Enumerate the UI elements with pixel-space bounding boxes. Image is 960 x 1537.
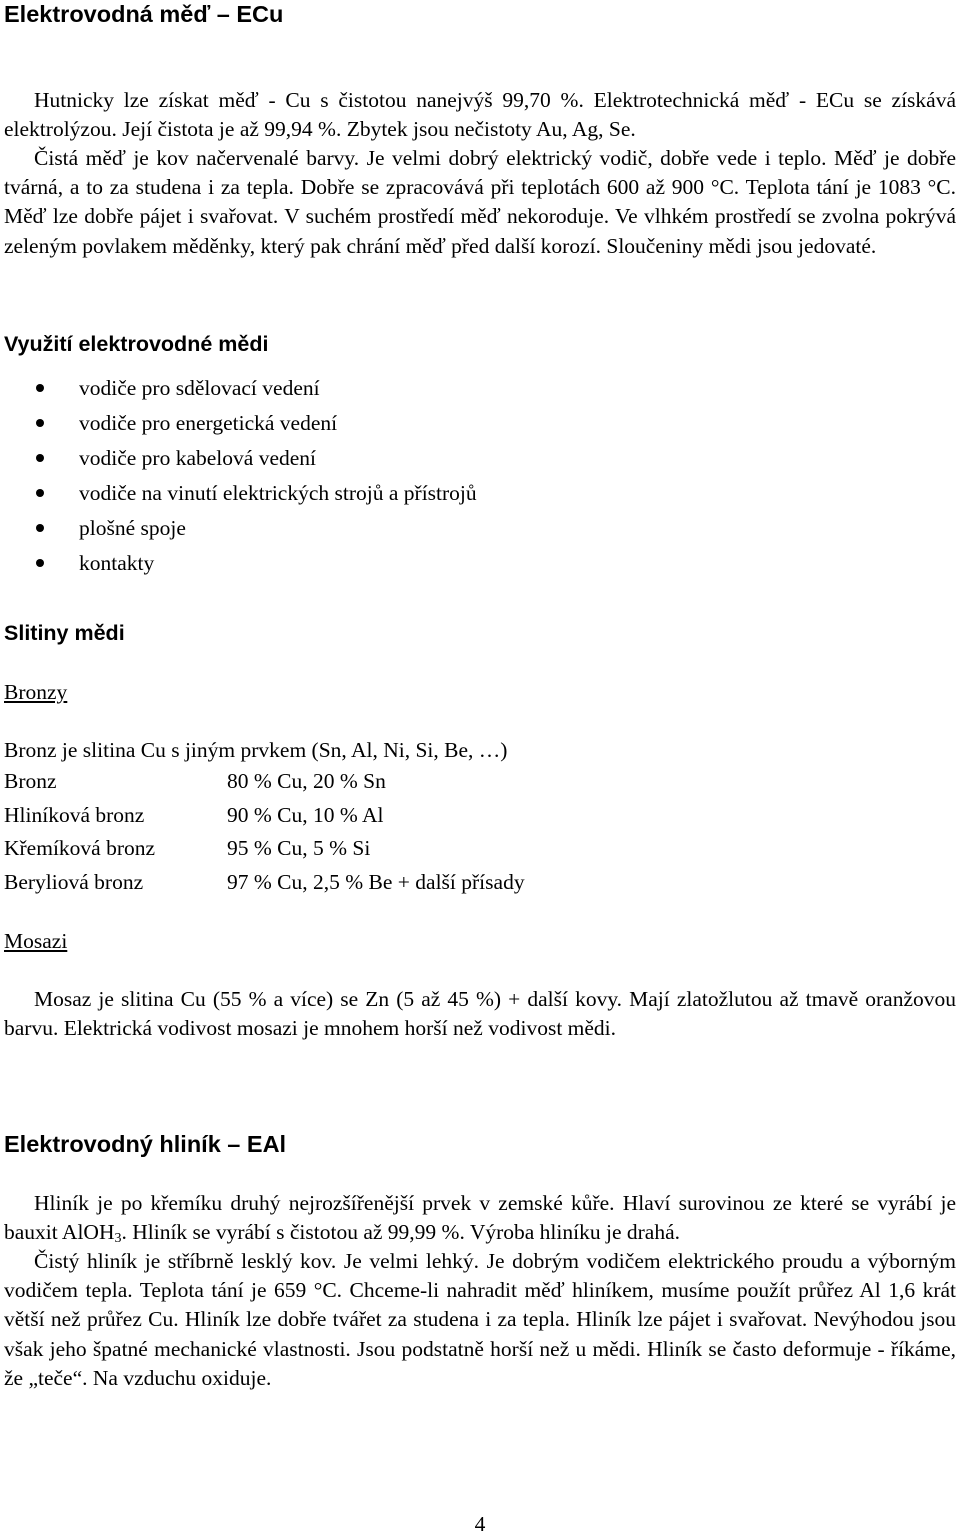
usage-list <box>36 373 477 583</box>
list-item <box>36 513 477 548</box>
alloy-composition: 80 % Cu, 20 % Sn <box>227 769 386 793</box>
list-item <box>36 408 477 443</box>
list-item-text: vodiče na vinutí elektrických strojů a přístrojů <box>79 481 477 505</box>
brass-heading: Mosazi <box>4 929 68 953</box>
table-row <box>4 801 525 835</box>
alloy-name: Bronz <box>4 769 57 793</box>
list-item-text: vodiče pro sdělovací vedení <box>79 376 320 400</box>
al-formula-subscript: 3 <box>114 1231 122 1247</box>
alloy-name: Beryliová bronz <box>4 869 144 894</box>
alloy-name: Křemíková bronz <box>4 836 156 860</box>
list-item <box>36 443 477 478</box>
cu-intro-paragraph <box>4 86 956 144</box>
list-item-text: vodiče pro energetická vedení <box>79 411 338 435</box>
alloy-name: Hliníková bronz <box>4 802 145 827</box>
al-intro-text-before: Hliník je po křemíku druhý nejrozšířenější prvek v zemské kůře. Hlaví surovinou ze které se vyrábí je bauxit AlOH <box>4 1191 956 1245</box>
alloy-composition: 95 % Cu, 5 % Si <box>227 836 371 860</box>
bullet-icon <box>36 384 44 392</box>
al-section-title: Elektrovodný hliník – EAl <box>4 1131 287 1157</box>
usage-heading: Využití elektrovodné mědi <box>4 332 269 356</box>
list-item <box>36 373 477 408</box>
alloy-composition: 90 % Cu, 10 % Al <box>227 802 384 827</box>
list-item-text: vodiče pro kabelová vedení <box>79 446 317 470</box>
list-item-text: plošné spoje <box>79 516 186 540</box>
al-properties-text: Čistý hliník je stříbrně lesklý kov. Je velmi lehký. Je dobrým vodičem elektrického proudu a výborným vodičem tepla. Teplota tání je 659 °C. Chceme-li nahradit měď hliníkem, musíme použít průřez Al 1,6 krát větší než průřez Cu. Hliník lze dobře tvářet za studena i za tepla. Hliník lze pájet i svařovat. Nevýhodou jsou však jeho špatné mechanické vlastnosti. Jsou podstatně horší než u mědi. Hliník se často deformuje - říkáme, že „teče“. Na vzduchu oxiduje. <box>4 1249 956 1390</box>
bullet-icon <box>36 419 44 427</box>
cu-properties-text: Čistá měď je kov načervenalé barvy. Je velmi dobrý elektrický vodič, dobře vede i teplo. Měď je dobře tvárná, a to za studena i za tepla. Dobře se zpracovává při teplotách 600 až 900 °C. Teplota tání je 1083 °C. Měď lze dobře pájet i svařovat. V suchém prostředí měď nekoroduje. Ve vlhkém prostředí se zvolna pokrývá zeleným povlakem měděnky, který pak chrání měď před další korozí. Sloučeniny mědi jsou jedovaté. <box>4 146 956 258</box>
list-item-text: kontakty <box>79 551 155 575</box>
page-number: 4 <box>474 1512 486 1536</box>
list-item <box>36 478 477 513</box>
table-row <box>4 868 525 902</box>
alloys-heading: Slitiny mědi <box>4 621 125 645</box>
bullet-icon <box>36 524 44 532</box>
bullet-icon <box>36 559 44 567</box>
bullet-icon <box>36 454 44 462</box>
brass-paragraph <box>4 985 956 1043</box>
cu-section-title: Elektrovodná měď – ECu <box>4 1 284 27</box>
table-row <box>4 834 525 868</box>
bronze-intro: Bronz je slitina Cu s jiným prvkem (Sn, Al, Ni, Si, Be, …) <box>4 738 508 762</box>
al-intro-paragraph <box>4 1189 956 1247</box>
table-row <box>4 767 525 801</box>
al-intro-text-after: . Hliník se vyrábí s čistotou až 99,99 %. Výroba hliníku je drahá. <box>121 1220 680 1245</box>
bullet-icon <box>36 489 44 497</box>
alloy-composition: 97 % Cu, 2,5 % Be + další přísady <box>227 869 525 894</box>
bronze-heading: Bronzy <box>4 680 68 704</box>
cu-properties-paragraph <box>4 144 956 261</box>
list-item <box>36 548 477 583</box>
cu-intro-text: Hutnicky lze získat měď - Cu s čistotou nanejvýš 99,70 %. Elektrotechnická měď - ECu se získává elektrolýzou. Její čistota je až 99,94 %. Zbytek jsou nečistoty Au, Ag, Se. <box>4 88 956 142</box>
bronze-table <box>4 767 525 901</box>
al-properties-paragraph <box>4 1247 956 1393</box>
brass-text: Mosaz je slitina Cu (55 % a více) se Zn (5 až 45 %) + další kovy. Mají zlatožlutou až tmavě oranžovou barvu. Elektrická vodivost mosazi je mnohem horší než vodivost mědi. <box>4 987 956 1041</box>
